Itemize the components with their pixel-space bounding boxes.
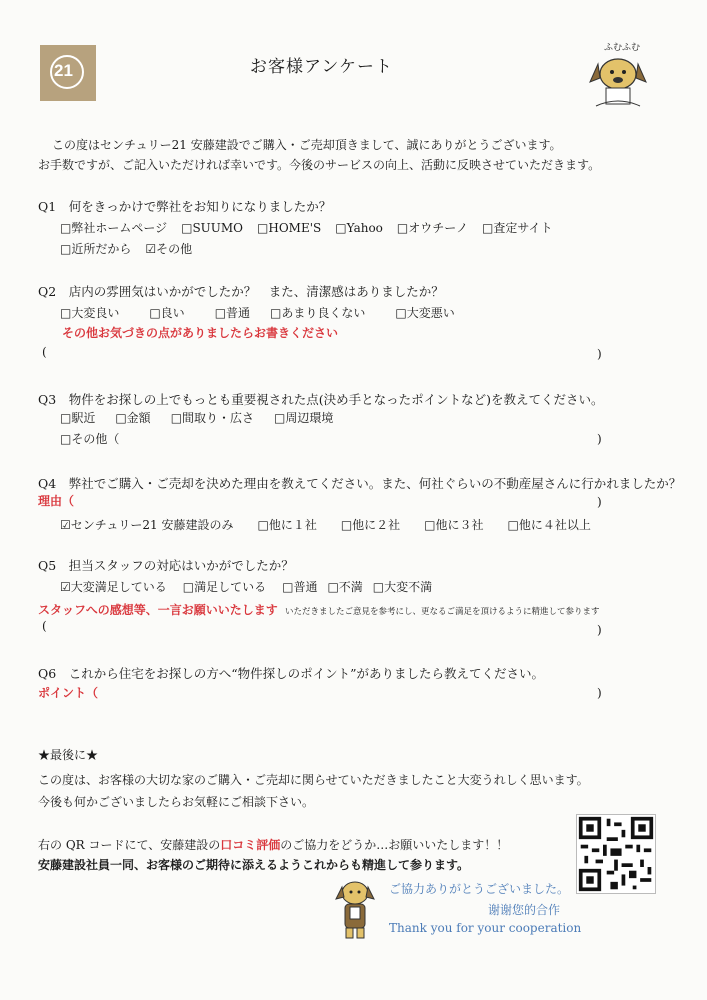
q4-option[interactable]: □他に２社 bbox=[340, 518, 401, 532]
qr-line-red: 口コミ評価 bbox=[220, 838, 281, 852]
q3-option[interactable]: □金額 bbox=[115, 411, 151, 425]
q4-option[interactable]: □他に１社 bbox=[257, 518, 317, 532]
q5-option[interactable]: □不満 bbox=[327, 580, 363, 594]
q2-options bbox=[60, 304, 469, 321]
q6-question bbox=[38, 664, 544, 682]
q3-text: 物件をお探しの上でもっとも重要視された点(決め手となったポイントなど)を教えてください。 bbox=[68, 392, 604, 407]
intro-line-1: この度はセンチュリー21 安藤建設でご購入・ご売却頂きまして、誠にありがとうございます。 bbox=[52, 138, 562, 152]
q6-point-label: ポイント（ bbox=[38, 686, 99, 700]
q5-open-paren: ( bbox=[42, 619, 47, 633]
q3-label: Q3 bbox=[38, 392, 57, 407]
q2-question bbox=[38, 282, 444, 300]
thanks-cn: 谢谢您的合作 bbox=[488, 903, 561, 917]
mascot-caption: ふむふむ bbox=[604, 43, 641, 53]
qr-line-a: 右の QR コードにて、安藤建設の bbox=[38, 838, 221, 852]
century21-logo bbox=[40, 45, 96, 101]
thanks-en: Thank you for your cooperation bbox=[389, 921, 582, 935]
q3-option[interactable]: □周辺環境 bbox=[274, 411, 334, 425]
qr-line-b: のご協力をどうか…お願いいたします！！ bbox=[280, 838, 509, 852]
q5-note: いただきましたご意見を参考にし、更なるご満足を頂けるように精進して参ります bbox=[285, 607, 600, 617]
q4-option-checked[interactable]: ☑センチュリー21 安藤建設のみ bbox=[60, 518, 234, 532]
q3-question bbox=[38, 390, 603, 408]
q1-question bbox=[38, 197, 331, 215]
q6-close-paren: ) bbox=[597, 686, 602, 700]
q4-text: 弊社でご購入・ご売却を決めた理由を教えてください。また、何社ぐらいの不動産屋さんに行かれましたか？ bbox=[68, 476, 682, 491]
q2-option[interactable]: □良い bbox=[149, 306, 185, 320]
q1-label: Q1 bbox=[38, 199, 57, 214]
qr-code[interactable] bbox=[576, 814, 656, 894]
logo-text: 21 bbox=[54, 61, 73, 80]
q3-options bbox=[60, 409, 347, 426]
q2-text: 店内の雰囲気はいかがでしたか？ また、清潔感はありましたか？ bbox=[68, 284, 444, 299]
closing-line-2: 今後も何かございましたらお気軽にご相談下さい。 bbox=[38, 795, 315, 809]
q5-options bbox=[60, 578, 446, 595]
q4-question bbox=[38, 474, 681, 492]
mascot-bowing-icon bbox=[330, 877, 380, 943]
q5-option[interactable]: □満足している bbox=[182, 580, 267, 594]
q1-option[interactable]: □オウチーノ bbox=[396, 221, 469, 235]
q5-prompt: スタッフへの感想等、一言お願いいたします bbox=[38, 603, 278, 617]
mascot-reading-icon bbox=[582, 40, 652, 110]
q5-label: Q5 bbox=[38, 558, 57, 573]
q5-question bbox=[38, 556, 294, 574]
q2-close-paren: ) bbox=[597, 347, 602, 361]
thanks-jp: ご協力ありがとうございました。 bbox=[389, 882, 570, 896]
q4-label: Q4 bbox=[38, 476, 57, 491]
closing-heading: ★最後に★ bbox=[38, 748, 99, 762]
q2-open-paren: ( bbox=[42, 345, 47, 359]
page-title: お客様アンケート bbox=[250, 57, 393, 77]
q1-option[interactable]: □HOME'S bbox=[257, 221, 322, 235]
q2-label: Q2 bbox=[38, 284, 57, 299]
q5-close-paren: ) bbox=[597, 623, 602, 637]
q6-text: これから住宅をお探しの方へ“物件探しのポイント”がありましたら教えてください。 bbox=[68, 666, 545, 681]
q4-close-paren: ) bbox=[597, 495, 602, 509]
q1-option[interactable]: □近所だから bbox=[60, 242, 132, 256]
q1-text: 何をきっかけで弊社をお知りになりましたか？ bbox=[68, 199, 332, 214]
q1-options-row1 bbox=[60, 219, 567, 236]
q1-option-checked[interactable]: ☑その他 bbox=[145, 242, 193, 256]
q3-close-paren: ) bbox=[597, 432, 602, 446]
staff-line: 安藤建設社員一同、お客様のご期待に添えるようこれからも精進して参ります。 bbox=[38, 858, 470, 872]
q4-reason-label: 理由（ bbox=[38, 494, 75, 508]
q2-prompt: その他お気づきの点がありましたらお書きください bbox=[62, 326, 339, 340]
q5-text: 担当スタッフの対応はいかがでしたか？ bbox=[68, 558, 294, 573]
q1-option[interactable]: □SUUMO bbox=[181, 221, 244, 235]
q3-option[interactable]: □駅近 bbox=[60, 411, 96, 425]
q1-option[interactable]: □査定サイト bbox=[482, 221, 553, 235]
q5-option[interactable]: □大変不満 bbox=[372, 580, 433, 594]
q6-label: Q6 bbox=[38, 666, 57, 681]
closing-line-1: この度は、お客様の大切な家のご購入・ご売却に関らせていただきましたこと大変うれしく思います。 bbox=[38, 773, 589, 787]
q2-option[interactable]: □大変悪い bbox=[395, 306, 455, 320]
q3-other-option[interactable]: □その他（ bbox=[60, 432, 120, 446]
q4-option[interactable]: □他に３社 bbox=[424, 518, 484, 532]
q4-options bbox=[60, 516, 605, 533]
q5-option-checked[interactable]: ☑大変満足している bbox=[60, 580, 167, 594]
q5-option[interactable]: □普通 bbox=[282, 580, 318, 594]
intro-line-2: お手数ですが、ご記入いただければ幸いです。今後のサービスの向上、活動に反映させていただきます。 bbox=[38, 158, 601, 172]
q2-option[interactable]: □普通 bbox=[214, 306, 251, 320]
q2-option[interactable]: □大変良い bbox=[60, 306, 120, 320]
q1-option[interactable]: □弊社ホームページ bbox=[60, 221, 168, 235]
q3-option[interactable]: □間取り・広さ bbox=[170, 411, 255, 425]
qr-request-line bbox=[38, 836, 508, 853]
q1-options-row2 bbox=[60, 240, 206, 257]
q1-option[interactable]: □Yahoo bbox=[335, 221, 383, 235]
q2-option[interactable]: □あまり良くない bbox=[270, 306, 366, 320]
q4-option[interactable]: □他に４社以上 bbox=[507, 518, 591, 532]
